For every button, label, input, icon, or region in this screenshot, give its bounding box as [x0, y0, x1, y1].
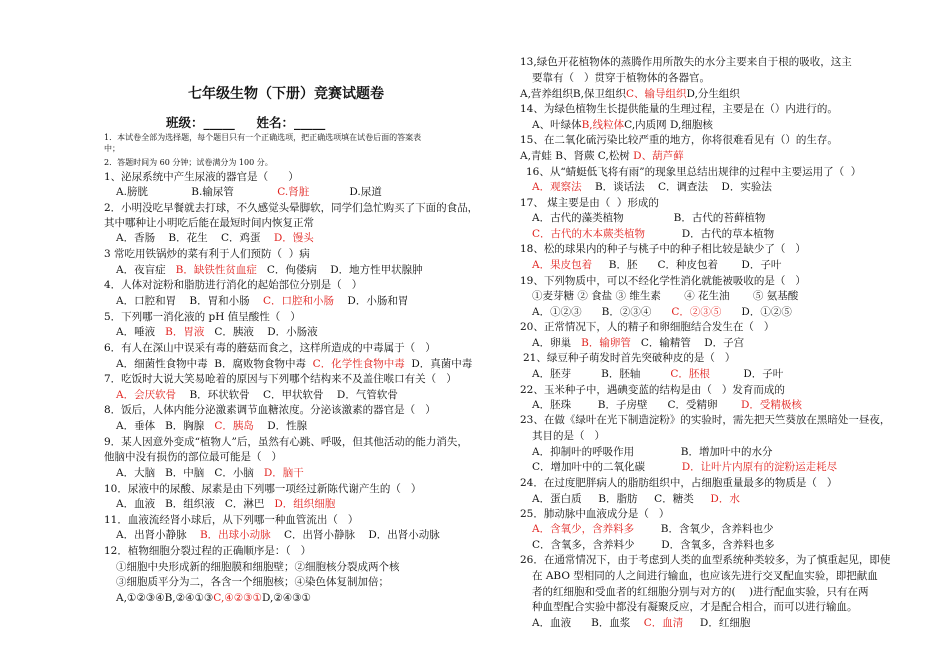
line-segment: 8．饭后，人体内能分泌激素调节血糖浓度。分泌该激素的器官是（ ）: [104, 404, 436, 416]
line-segment: A、叶绿体: [532, 119, 582, 131]
text-line: [532, 306, 792, 319]
text-line: [520, 554, 890, 567]
line-segment: A．胚芽 B．胚轴: [532, 368, 671, 380]
answer-highlight: C．②③⑤: [671, 306, 722, 318]
answer-highlight: C．胰岛: [214, 420, 254, 432]
line-segment: 21、绿豆种子萌发时首先突破种皮的是（ ）: [523, 352, 736, 364]
line-segment: 在 ABO 型相同的人之间进行输血，也应该先进行交叉配血实验，即把献血: [532, 570, 878, 582]
text-line: [116, 232, 314, 245]
answer-highlight: B．输卵管: [581, 337, 631, 349]
line-segment: D．①②⑤: [721, 306, 792, 318]
text-line: [116, 561, 400, 574]
text-line: [520, 275, 806, 288]
text-line: [520, 134, 838, 147]
line-segment: 9．某人因意外变成“植物人”后，虽然有心跳、呼吸，但其他活动的能力消失，: [104, 436, 468, 448]
answer-highlight: D、葫芦藓: [633, 150, 684, 162]
answer-highlight: C．口腔和小肠: [263, 295, 335, 307]
answer-highlight: C、输导组织: [625, 88, 687, 100]
answer-highlight: D．馒头: [273, 232, 314, 244]
text-line: [532, 259, 781, 272]
answer-highlight: B,线粒体: [581, 119, 625, 131]
line-segment: C．输精管 D．子宫: [630, 337, 745, 349]
text-line: [104, 248, 310, 261]
line-segment: D.尿道: [309, 186, 382, 198]
text-line: [532, 119, 713, 132]
line-segment: A．大脑 B．中脑 C．小脑: [116, 467, 264, 479]
line-segment: D．真菌中毒: [404, 358, 473, 370]
text-line: [104, 404, 436, 417]
line-segment: C．含氧多，含养料少 D．含氧多，含养料也多: [532, 539, 775, 551]
text-line: [520, 321, 774, 334]
line-segment: D,分生组织: [686, 88, 740, 100]
text-line: [532, 446, 773, 459]
text-line: [104, 142, 120, 155]
line-segment: A．香肠 B．花生 C．鸡蛋: [116, 232, 274, 244]
text-line: [532, 212, 765, 225]
text-line: [526, 166, 861, 179]
answer-highlight: A．果皮包着: [532, 259, 593, 271]
text-line: [520, 414, 890, 427]
text-line: [104, 342, 436, 355]
answer-highlight: D．让叶片内原有的淀粉运走耗尽: [681, 461, 838, 473]
line-segment: 6．有人在深山中误采有毒的蘑菇而食之，这样所造成的中毒属于（ ）: [104, 342, 436, 354]
text-line: [104, 483, 421, 496]
line-segment: B．含氧少，含养料也少: [634, 523, 774, 535]
line-segment: 其目的是（ ）: [532, 430, 606, 442]
text-line: [116, 295, 408, 308]
text-line: [532, 337, 744, 350]
text-line: [520, 508, 669, 521]
line-segment: A．唾液: [116, 326, 166, 338]
text-line: [532, 523, 774, 536]
answer-highlight: A．会厌软骨: [116, 389, 177, 401]
text-line: [532, 617, 750, 630]
text-line: [523, 352, 735, 365]
answer-highlight: C．血清: [643, 617, 684, 629]
line-segment: 23、在做《绿叶在光下制造淀粉》的实验时，需先把天竺葵放在黑暗处一昼夜，: [520, 414, 891, 426]
text-line: [116, 529, 440, 542]
text-line: [116, 326, 318, 339]
answer-highlight: A．观察法: [532, 181, 582, 193]
line-segment: 2．答题时间为 60 分钟；试卷满分为 100 分。: [104, 158, 273, 167]
answer-highlight: C．化学性食物中毒: [312, 358, 405, 370]
line-segment: 他脑中没有损伤的部位最可能是（ ）: [104, 451, 283, 463]
line-segment: 4．人体对淀粉和脂肪进行消化的起始部位分别是（ ）: [104, 279, 363, 291]
line-segment: 12．植物细胞分裂过程的正确顺序是：（ ）: [104, 545, 312, 557]
answer-highlight: D．脑干: [263, 467, 304, 479]
line-segment: 5．下列哪一消化液的 pH 值呈酸性（ ）: [104, 311, 301, 323]
text-line: [104, 311, 301, 324]
line-segment: B．环状软骨 C．甲状软骨 D．气管软骨: [176, 389, 398, 401]
text-line: [532, 570, 878, 583]
line-segment: ①麦芽糖 ② 食盐 ③ 维生素 ④ 花生油 ⑤ 氨基酸: [532, 290, 799, 302]
line-segment: A．细菌性食物中毒 B．腐败物食物中毒: [116, 358, 313, 370]
line-segment: 25．肺动脉中血液成分是（ ）: [520, 508, 670, 520]
text-line: [532, 493, 740, 506]
line-segment: 1、泌尿系统中产生尿液的器官是（ ）: [104, 171, 299, 183]
line-segment: ③细胞质平分为二，各含一个细胞核；④染色体复制加倍；: [116, 576, 389, 588]
line-segment: B．谈话法 C．调查法 D．实验法: [581, 181, 772, 193]
text-line: [532, 601, 858, 614]
line-segment: 19、下列物质中，可以不经化学性消化就能被吸收的是（ ）: [520, 275, 806, 287]
answer-highlight: B．胃液: [165, 326, 205, 338]
text-line: [104, 171, 299, 184]
line-segment: 七年级生物（下册）竞赛试题卷: [188, 86, 384, 102]
text-line: [104, 131, 421, 144]
text-line: [532, 399, 802, 412]
text-line: [520, 384, 785, 397]
line-segment: D．子叶: [709, 368, 784, 380]
text-line: [104, 202, 478, 215]
line-segment: A．血液 B．组织液 C．淋巴: [116, 498, 275, 510]
line-segment: C．佝偻病 D．地方性甲状腺肿: [256, 264, 423, 276]
text-line: [532, 290, 798, 303]
line-segment: 13,绿色开花植物体的蒸腾作用所散失的水分主要来自于根的吸收，这主: [520, 56, 852, 68]
text-line: [532, 228, 774, 241]
text-line: [532, 368, 783, 381]
text-line: [104, 451, 282, 464]
text-line: [532, 539, 775, 552]
answer-highlight: D．受精极核: [740, 399, 802, 411]
line-segment: C．胰液 D．小肠液: [204, 326, 318, 338]
line-segment: C．增加叶中的二氧化碳: [532, 461, 682, 473]
line-segment: A,①②③④B,②④①③: [116, 592, 214, 604]
answer-highlight: C．胚根: [670, 368, 710, 380]
answer-highlight: D．水: [710, 493, 740, 505]
line-segment: 种血型配合实验中都没有凝聚反应，才是配合相合，而可以进行输血。: [532, 601, 858, 613]
line-segment: 中；: [104, 144, 120, 153]
class-name-field: [166, 116, 325, 129]
line-segment: A,青蛙 B、肾蕨 C,松树: [520, 150, 634, 162]
line-segment: 17、 煤主要是由（ ）形成的: [520, 197, 659, 209]
line-segment: D,②④③①: [261, 592, 311, 604]
answer-highlight: A．含氧少，含养料多: [532, 523, 635, 535]
line-segment: 24．在过度肥胖病人的脂肪组织中，占细胞重量最多的物质是（ ）: [520, 477, 838, 489]
text-line: [116, 498, 335, 511]
line-segment: 2．小明没吃早餐就去打球，不久感觉头晕脚软，同学们急忙购买了下面的食品，: [104, 202, 479, 214]
text-line: [104, 436, 468, 449]
line-segment: 班级：_____ 姓名：_____: [166, 115, 326, 130]
page-title: [188, 88, 384, 101]
text-line: [104, 545, 311, 558]
line-segment: 其中哪种让小明吃后能在最短时间内恢复正常: [104, 217, 314, 229]
line-segment: 7．吃饭时大说大笑易呛着的原因与下列哪个结构来不及盖住喉口有关（ ）: [104, 373, 457, 385]
line-segment: C．出肾小静脉 D．出肾小动脉: [270, 529, 440, 541]
text-line: [520, 243, 806, 256]
text-line: [116, 358, 472, 371]
line-segment: A．出肾小静脉: [116, 529, 200, 541]
line-segment: 26．在通常情况下，由于考虑到人类的血型系统种类较多，为了慎重起见，即使: [520, 554, 891, 566]
answer-highlight: C．古代的木本蕨类植物: [532, 228, 646, 240]
line-segment: D．红细胞: [683, 617, 751, 629]
text-line: [104, 156, 273, 169]
line-segment: A.膀胱 B.输尿管: [116, 186, 278, 198]
text-line: [532, 181, 772, 194]
line-segment: 要靠有（ ）贯穿于植物体的各器官。: [532, 72, 711, 84]
answer-highlight: C.肾脏: [277, 186, 310, 198]
text-line: [116, 576, 389, 589]
answer-highlight: B．缺铁性贫血症: [175, 264, 257, 276]
text-line: [104, 279, 362, 292]
line-segment: A．夜盲症: [116, 264, 176, 276]
line-segment: A．卵巢: [532, 337, 582, 349]
text-line: [116, 389, 398, 402]
text-line: [116, 186, 382, 199]
text-line: [520, 103, 838, 116]
line-segment: 1．本试卷全部为选择题，每个题目只有一个正确选项，把正确选项填在试卷后面的答案表: [104, 133, 422, 142]
line-segment: A．抑制叶的呼吸作用 B．增加叶中的水分: [532, 446, 773, 458]
text-line: [104, 217, 314, 230]
text-line: [116, 420, 307, 433]
line-segment: C,内质网 D,细胞核: [624, 119, 713, 131]
line-segment: 者的红细胞和受血者的红细胞分别与对方的( )进行配血实验，只有在两: [532, 586, 869, 598]
line-segment: A,营养组织B,保卫组织: [520, 88, 626, 100]
text-line: [116, 592, 311, 605]
line-segment: D．性腺: [253, 420, 308, 432]
answer-highlight: C,④②③①: [213, 592, 262, 604]
text-line: [532, 72, 710, 85]
line-segment: A．古代的藻类植物 B．古代的苔藓植物: [532, 212, 766, 224]
line-segment: A．①②③ B．②③④: [532, 306, 672, 318]
text-line: [520, 88, 740, 101]
text-line: [104, 373, 457, 386]
answer-highlight: D．组织细胞: [274, 498, 336, 510]
text-line: [532, 461, 837, 474]
text-line: [532, 430, 605, 443]
text-line: [116, 467, 304, 480]
line-segment: ①细胞中央形成新的细胞膜和细胞壁；②细胞核分裂成两个核: [116, 561, 400, 573]
answer-highlight: B．出球小动脉: [199, 529, 271, 541]
line-segment: A．垂体 B．胸腺: [116, 420, 215, 432]
line-segment: D．小肠和胃: [334, 295, 409, 307]
line-segment: 16、从“蜻蜓低飞将有雨”的现象里总结出规律的过程中主要运用了（ ）: [526, 166, 862, 178]
text-line: [520, 150, 684, 163]
line-segment: 11．血液流经肾小球后，从下列哪一种血管流出（ ）: [104, 514, 359, 526]
text-line: [520, 56, 852, 69]
line-segment: 15、在二氧化硫污染比较严重的地方，你将很难看见有（）的生存。: [520, 134, 838, 146]
line-segment: A．胚珠 B．子房壁 C．受精卵: [532, 399, 741, 411]
line-segment: 22、玉米种子中，遇碘变蓝的结构是由（ ）发育而成的: [520, 384, 785, 396]
line-segment: 14、为绿色植物生长提供能量的生理过程，主要是在（）内进行的。: [520, 103, 838, 115]
text-line: [104, 514, 358, 527]
line-segment: 10．尿液中的尿酸、尿素是由下列哪一项经过新陈代谢产生的（ ）: [104, 483, 422, 495]
line-segment: 20、正常情况下，人的精子和卵细胞结合发生在（ ）: [520, 321, 775, 333]
text-line: [520, 477, 837, 490]
line-segment: D．古代的草本植物: [645, 228, 775, 240]
line-segment: A．口腔和胃 B．胃和小肠: [116, 295, 263, 307]
line-segment: B．胚 C．种皮包着 D．子叶: [592, 259, 782, 271]
text-line: [116, 264, 423, 277]
line-segment: 18、松的球果内的种子与桃子中的种子相比较是缺少了（ ）: [520, 243, 806, 255]
text-line: [520, 197, 659, 210]
line-segment: A．蛋白质 B．脂肪 C．糖类: [532, 493, 711, 505]
text-line: [532, 586, 869, 599]
line-segment: A．血液 B．血浆: [532, 617, 644, 629]
line-segment: 3 常吃用铁锅炒的菜有利于人们预防（ ）病: [104, 248, 310, 260]
